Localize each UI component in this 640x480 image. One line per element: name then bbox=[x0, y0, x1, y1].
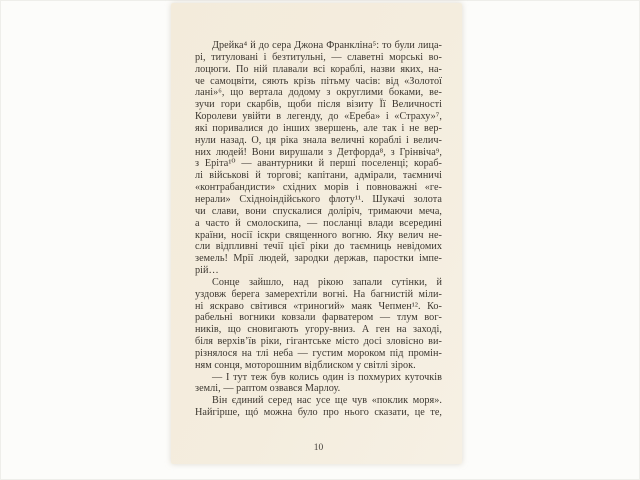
text-line: Дрейка⁴ й до сера Джона Франкліна⁵: то були лица- bbox=[212, 40, 442, 51]
text-line: рій… bbox=[195, 265, 219, 277]
text-line: че самоцвіти, сяють крізь пітьму часів: від «Золотої bbox=[195, 75, 442, 87]
text-line: рі, титуловані і безтитульні, — славетні морські во- bbox=[195, 51, 442, 63]
text-line: сли відпливні течії цієї ріки до таємниць невідомих bbox=[195, 241, 442, 253]
page-text-block bbox=[195, 40, 442, 419]
text-line: земель! Мрії людей, зародки держав, паростки імпе- bbox=[195, 253, 442, 265]
text-line: лі військові й торгові; капітани, адмірали, таємничі bbox=[195, 170, 442, 182]
text-line: з Еріта¹⁰ — авантурники й перші поселенці; кораб- bbox=[195, 158, 442, 170]
text-line: нерали» Східноіндійського флоту¹¹. Шукачі золота bbox=[195, 193, 442, 205]
text-line: Королеви увійти в легенду, до «Ереба» і «Страху»⁷, bbox=[195, 111, 442, 123]
text-line: рабельні вогники ковзали фарватером — тлум вог- bbox=[195, 312, 442, 324]
text-line: Найгірше, щó можна було про нього сказати, це те, bbox=[195, 407, 442, 419]
text-line: них людей! Вони вирушали з Детфорда⁸, з Грінвіча⁹, bbox=[195, 146, 442, 158]
text-line: лані»⁶, що вертала додому з округлими боками, ве- bbox=[195, 87, 442, 99]
book-page bbox=[171, 3, 462, 464]
text-line: Він єдиний серед нас усе ще чув «поклик моря». bbox=[212, 395, 442, 407]
text-line: ників, що сновигають угору-вниз. А ген на заході, bbox=[195, 324, 442, 336]
text-line: лоцюги. По ній плавали всі кораблі, назви яких, на- bbox=[195, 63, 442, 75]
text-line: чи слави, вони спускалися доліріч, тримаючи меча, bbox=[195, 205, 442, 217]
text-line: нули назад. О, ця ріка знала величні кораблі і велич- bbox=[195, 134, 442, 146]
text-line: «контрабандисти» східних морів і повноважні «ге- bbox=[195, 182, 442, 194]
text-line: біля верхів’їв ріки, гігантське місто досі зловісно ви- bbox=[195, 336, 442, 348]
text-line: ні яскраво світився «триногий» маяк Чепмен¹². Ко- bbox=[195, 300, 442, 312]
text-line: зучи гори скарбів, щоби після візиту Її Величності bbox=[195, 99, 442, 111]
text-line: — І тут теж був колись один із похмурих куточків bbox=[212, 371, 442, 383]
text-line: ням сонця, моторошним відблиском у світлі зірок. bbox=[195, 359, 416, 371]
text-line: різнялося на тлі неба — густим мороком під промін- bbox=[195, 347, 442, 359]
page-number: 10 bbox=[313, 443, 324, 453]
text-line: які поривалися до інших звершень, але так і не вер- bbox=[195, 122, 442, 134]
text-line: землі, — раптом озвався Марлоу. bbox=[195, 383, 341, 395]
text-line: уздовж берега замерехтіли вогні. На багнистій міли- bbox=[195, 288, 442, 300]
text-line: а часто й смолоскипа, — посланці влади всередині bbox=[195, 217, 442, 229]
text-line: Сонце зайшло, над рікою запали сутінки, й bbox=[212, 276, 442, 288]
text-line: країни, носії іскри священного вогню. Яку велич не- bbox=[195, 229, 442, 241]
